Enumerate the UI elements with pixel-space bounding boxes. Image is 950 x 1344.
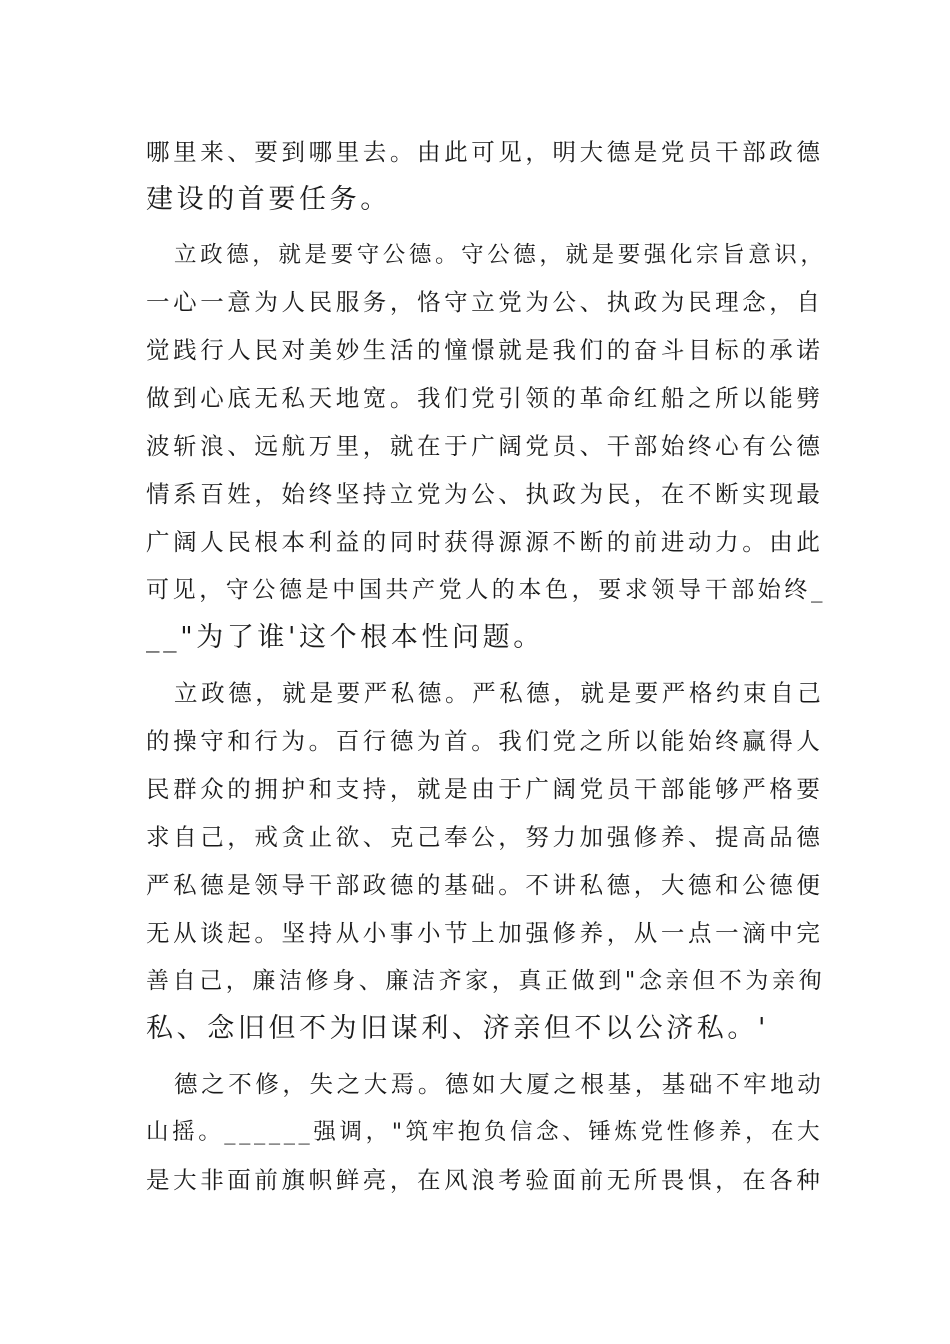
text-line: 严私德是领导干部政德的基础。不讲私德，大德和公德便 [146,871,824,899]
paragraph-first-line: 立政德，就是要守公德。守公德，就是要强化宗旨意识， [174,242,827,268]
text-line: 哪里来、要到哪里去。由此可见，明大德是党员干部政德 [146,138,824,166]
text-line: 觉践行人民对美妙生活的憧憬就是我们的奋斗目标的承诺 [146,336,824,364]
text-line: 广阔人民根本利益的同时获得源源不断的前进动力。由此 [146,528,824,556]
text-line: 的操守和行为。百行德为首。我们党之所以能始终赢得人 [146,727,824,755]
text-line: 一心一意为人民服务，恪守立党为公、执政为民理念，自 [146,288,824,316]
text-line: 建设的首要任务。 [146,184,391,215]
text-line: 做到心底无私天地宽。我们党引领的革命红船之所以能劈 [146,384,824,412]
text-line: 情系百姓，始终坚持立党为公、执政为民，在不断实现最 [146,480,824,508]
text-line: 波斩浪、远航万里，就在于广阔党员、干部始终心有公德 [146,432,824,460]
text-line: 善自己，廉洁修身、廉洁齐家，真正做到"念亲但不为亲徇 [146,968,826,994]
text-line: 山摇。______强调，"筑牢抱负信念、锤炼党性修养，在大 [146,1119,824,1145]
text-line: 求自己，戒贪止欲、克己奉公，努力加强修养、提高品德 [146,823,824,851]
text-line: 民群众的拥护和支持，就是由于广阔党员干部能够严格要 [146,775,824,803]
text-line: 是大非面前旗帜鲜亮，在风浪考验面前无所畏惧，在各种 [146,1166,824,1194]
text-line: 私、念旧但不为旧谋利、济亲但不以公济私。' [146,1013,770,1044]
text-line: __"为了谁'这个根本性问题。 [146,622,544,653]
text-line: 无从谈起。坚持从小事小节上加强修养，从一点一滴中完 [146,919,824,947]
paragraph-first-line: 立政德，就是要严私德。严私德，就是要严格约束自己 [174,679,825,707]
text-line: 可见，守公德是中国共产党人的本色，要求领导干部始终_ [146,577,827,603]
paragraph-first-line: 德之不修，失之大焉。德如大厦之根基，基础不牢地动 [174,1070,825,1098]
